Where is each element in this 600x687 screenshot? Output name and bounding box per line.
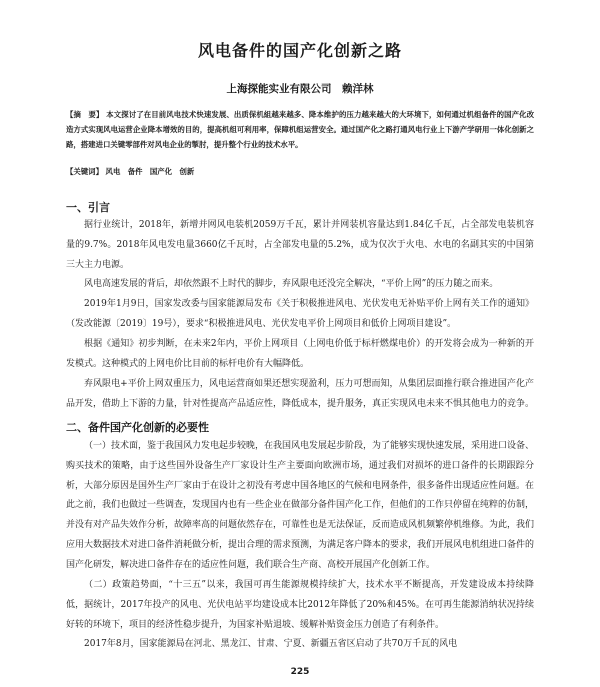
paragraph: （一）技术面，鉴于我国风力发电起步较晚，在我国风电发展起步阶段，为了能够实现快速发展，采用进口设备、购买技术的策略，由于这些国外设备生产厂家设计生产主要面向欧洲市场，通过我们对损坏的进口备件的长期跟踪分析，大部分原因是国外生产厂家由于在设计之初没有考虑中国各地区的气候和电网条件，很多备件出现适应性问题。在此之前，我们也做过一些调查，发现国内也有一些企业在做部分备件国产化工作，但他们的工作只停留在纯粹的仿制，并没有对产品失效作分析，故障率高的问题依然存在，可靠性也是无法保证，反而造成风机频繁停机维修。为此，我们应用大数据技术对进口备件消耗做分析，提出合理的需求预测，为满足客户降本的要求，我们开展风电机组进口备件的国产化研发，解决进口备件存在的适应性问题，我们联合生产商、高校开展国产化创新工作。 bbox=[66, 441, 535, 570]
article-title: 风电备件的国产化创新之路 bbox=[197, 41, 402, 60]
author-line: 上海探能实业有限公司 赖洋林 bbox=[226, 83, 374, 95]
section-heading-necessity: 二、备件国产化创新的必要性 bbox=[66, 421, 209, 434]
abstract bbox=[66, 107, 534, 152]
keywords bbox=[66, 166, 534, 178]
abstract-label: 【摘 要】 bbox=[66, 110, 104, 119]
keywords-text: 风电 备件 国产化 创新 bbox=[105, 167, 195, 176]
section-heading-introduction: 一、引言 bbox=[66, 201, 110, 214]
paragraph: （二）政策趋势面，“十三五”以来，我国可再生能源规模持续扩大，技术水平不断提高，开发建设成本持续降低，据统计，2017年投产的风电、光伏电站平均建设成本比2012年降低了20%和45%。在可再生能源消纳状况持续好转的环境下，项目的经济性稳步提升，为国家补贴退坡、缓解补贴资金压力创造了有利条件。 bbox=[66, 580, 534, 630]
page-number: 225 bbox=[290, 667, 310, 677]
paragraph: 根据《通知》初步判断，在未来2年内，平价上网项目（上网电价低于标杆燃煤电价）的开发将会成为一种新的开发模式。这种模式的上网电价比目前的标杆电价有大幅降低。 bbox=[66, 339, 534, 369]
paragraph: 据行业统计，2018年，新增并网风电装机2059万千瓦，累计并网装机容量达到1.84亿千瓦，占全部发电装机容量的9.7%。2018年风电发电量3660亿千瓦时，占全部发电量的5.2%，成为仅次于火电、水电的名副其实的中国第三大主力电源。 bbox=[66, 220, 534, 270]
paragraph: 弃风限电+平价上网双重压力，风电运营商如果还想实现盈利，压力可想而知，从集团层面推行联合推进国产化产品开发，借助上下游的力量，针对性提高产品适应性，降低成本，提升服务，真正实现风电未来不惧其他电力的竞争。 bbox=[66, 379, 535, 409]
paragraph: 2017年8月，国家能源局在河北、黑龙江、甘肃、宁夏、新疆五省区启动了共70万千瓦的风电 bbox=[84, 639, 458, 649]
abstract-text: 本文探讨了在目前风电技术快速发展、出质保机組越来越多、降本维护的压力越来越大的大环境下，如何通过机组备件的国产化改造方式实现风电运营企业降本增效的目的，提高机组可利用率，保障机组运营安全。通过国产化之路打通风电行业上下游产学研用一体化创新之路，搭建进口关键零部件对风电企业的掣肘，提升整个行业的技术水平。 bbox=[66, 110, 534, 149]
paragraph: 风电高速发展的背后，却依然跟不上时代的脚步，弃风限电还没完全解决，“平价上网”的压力随之而来。 bbox=[84, 279, 499, 289]
keywords-label: 【关键词】 bbox=[66, 167, 103, 176]
paragraph: 2019年1月9日，国家发改委与国家能源局发布《关于积极推进风电、光伏发电无补贴平价上网有关工作的通知》（发改能源〔2019〕19号），要求“积极推进风电、光伏发电平价上网项目和低价上网项目建设”。 bbox=[66, 299, 534, 329]
